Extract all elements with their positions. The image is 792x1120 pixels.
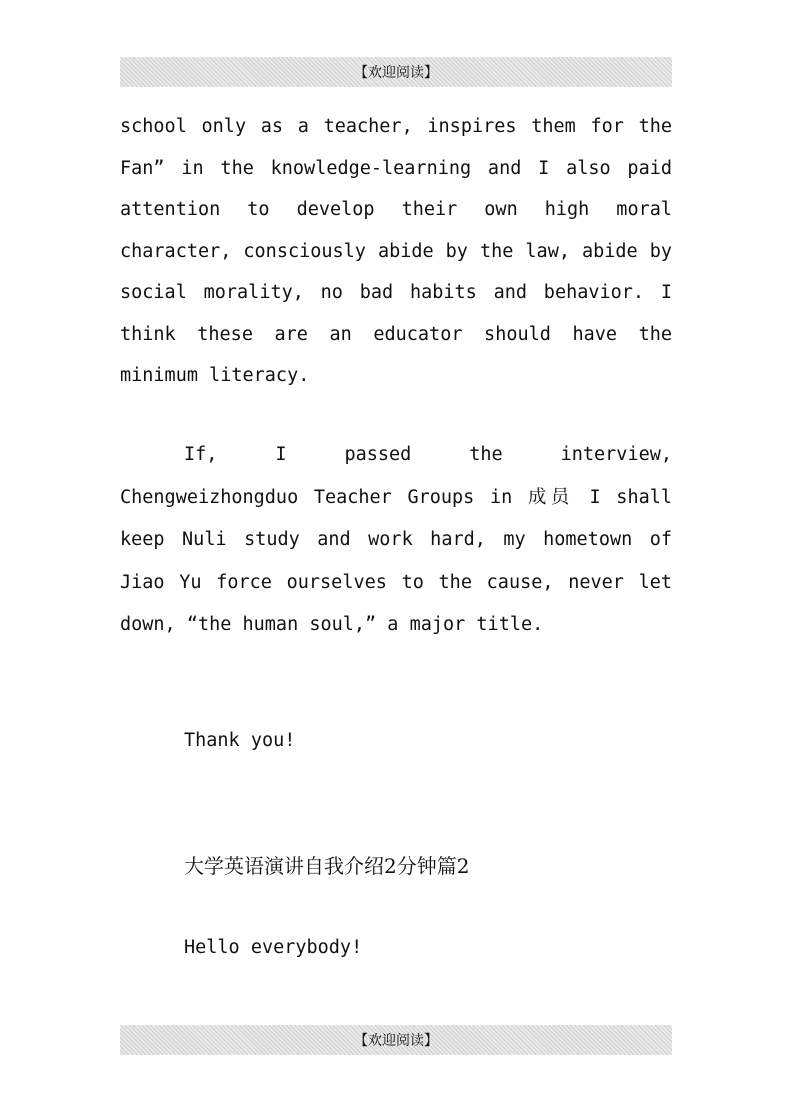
- thanks-line: Thank you!: [184, 730, 296, 751]
- header-banner: [120, 57, 672, 87]
- header-banner-text: 【欢迎阅读】: [354, 65, 438, 81]
- paragraph-2: If, I passed the interview, Chengweizhongduo Teacher Groups in 成员 I shall keep Nuli study and work hard, my hometown of Jiao Yu force ourselves to the cause, never let down, “the human soul,” a major title.: [120, 444, 672, 635]
- footer-banner-text: 【欢迎阅读】: [354, 1033, 438, 1049]
- paragraph-1: school only as a teacher, inspires them for the Fan” in the knowledge-learning and I also paid attention to develop their own high moral character, consciously abide by the law, abide by social morality, no bad habits and behavior. I think these are an educator should have the minimum literacy.: [120, 116, 672, 386]
- greeting-line: Hello everybody!: [184, 937, 363, 958]
- footer-banner: [120, 1025, 672, 1055]
- section-heading: 大学英语演讲自我介绍2分钟篇2: [184, 854, 470, 878]
